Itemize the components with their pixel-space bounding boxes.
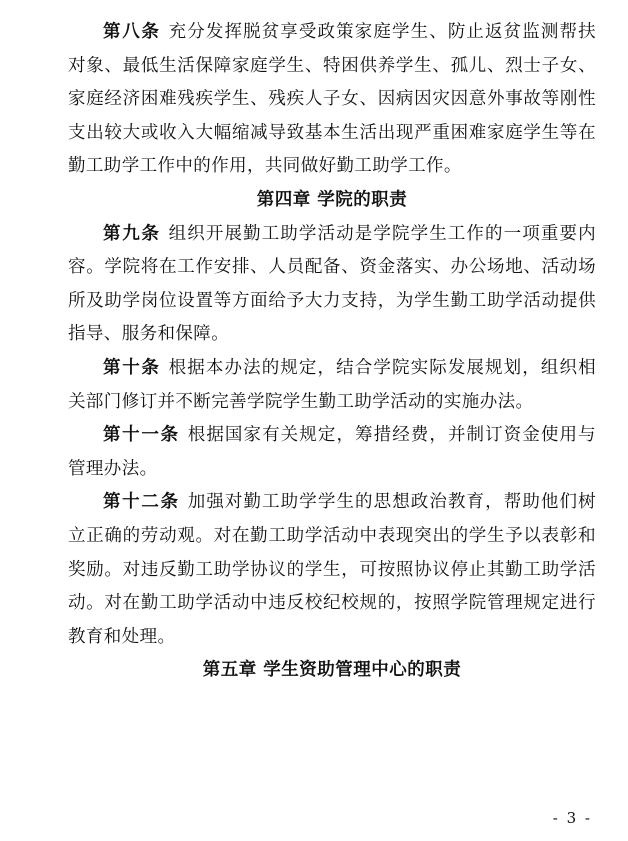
article-11 bbox=[68, 419, 596, 486]
article-9 bbox=[68, 218, 596, 352]
article-label: 第九条 bbox=[103, 223, 161, 244]
article-text: 充分发挥脱贫享受政策家庭学生、防止返贫监测帮扶对象、最低生活保障家庭学生、特困供养学生、孤儿、烈士子女、家庭经济困难残疾学生、残疾人子女、因病因灾因意外事故等刚性支出较大或收入大幅缩减导致基本生活出现严重困难家庭学生等在勤工助学工作中的作用，共同做好勤工助学工作。 bbox=[68, 22, 596, 177]
article-text: 加强对勤工助学学生的思想政治教育，帮助他们树立正确的劳动观。对在勤工助学活动中表现突出的学生予以表彰和奖励。对违反勤工助学协议的学生，可按照协议停止其勤工助学活动。对在勤工助学活动中违反校纪校规的，按照学院管理规定进行教育和处理。 bbox=[68, 492, 596, 647]
article-label: 第十一条 bbox=[103, 425, 180, 446]
article-text: 根据国家有关规定，筹措经费，并制订资金使用与管理办法。 bbox=[68, 425, 596, 479]
page-number: - 3 - bbox=[552, 809, 592, 827]
article-12 bbox=[68, 486, 596, 654]
article-label: 第八条 bbox=[103, 22, 161, 42]
article-text: 组织开展勤工助学活动是学院学生工作的一项重要内容。学院将在工作安排、人员配备、资金落实、办公场地、活动场所及助学岗位设置等方面给予大力支持，为学生勤工助学活动提供指导、服务和保障。 bbox=[68, 223, 596, 345]
chapter-heading: 第五章 学生资助管理中心的职责 bbox=[202, 660, 462, 681]
chapter-heading: 第四章 学院的职责 bbox=[256, 189, 408, 210]
document-body bbox=[68, 16, 596, 688]
article-label: 第十条 bbox=[103, 357, 161, 378]
article-10 bbox=[68, 352, 596, 419]
article-label: 第十二条 bbox=[103, 492, 180, 513]
article-text: 根据本办法的规定，结合学院实际发展规划，组织相关部门修订并不断完善学院学生勤工助学活动的实施办法。 bbox=[68, 357, 596, 412]
article-8 bbox=[68, 16, 596, 184]
